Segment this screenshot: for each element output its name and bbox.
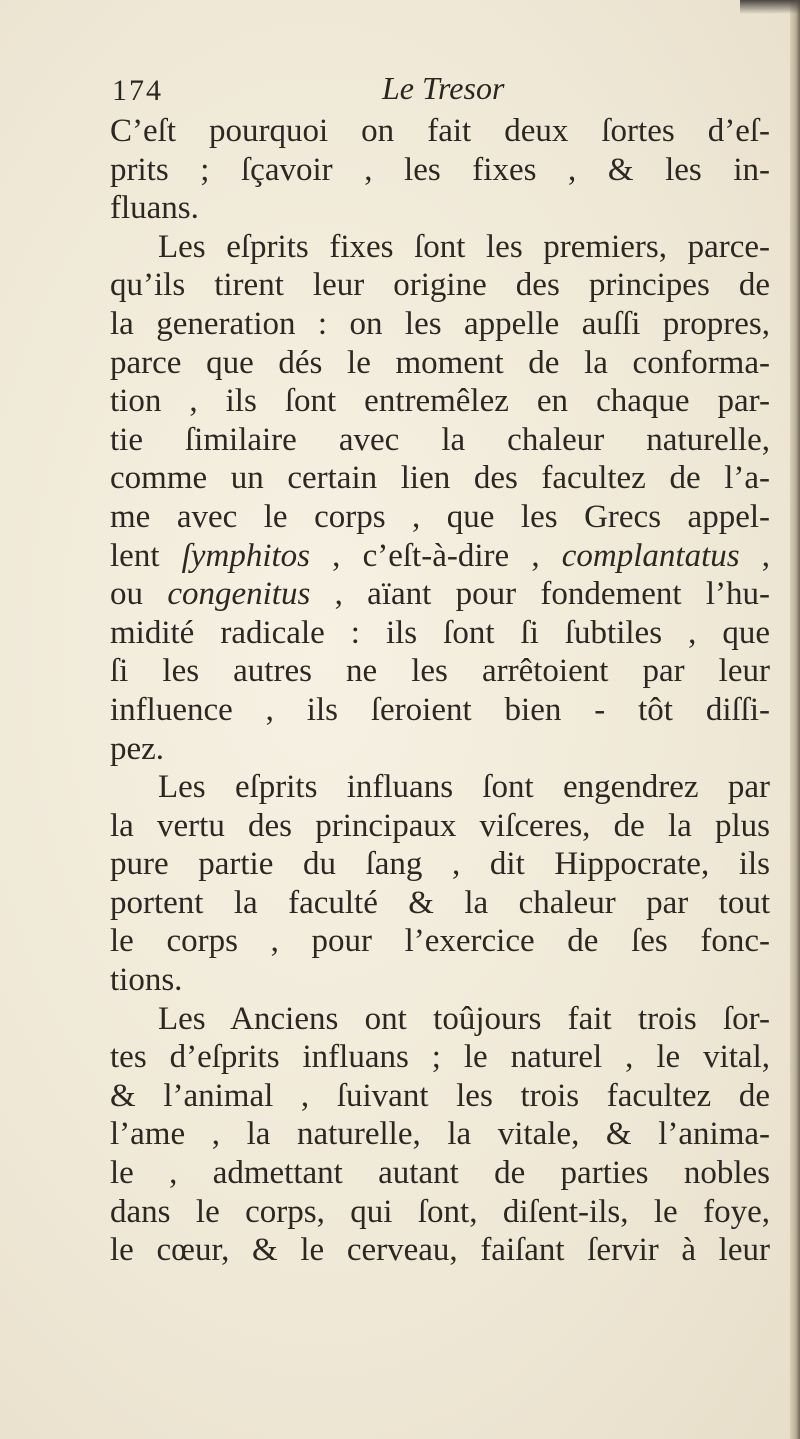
text-line [110, 730, 770, 769]
text-line [110, 189, 770, 228]
text-segment: Les eſprits fixes ſont les premiers, parce- [158, 228, 770, 265]
italic-term: complantatus [561, 537, 740, 574]
text-line [110, 961, 770, 1000]
text-line [110, 1193, 770, 1232]
text-segment: Les eſprits influans ſont engendrez par [158, 769, 770, 806]
text-line [110, 575, 770, 614]
text-segment: Les Anciens ont toûjours fait trois ſor- [158, 1000, 770, 1037]
text-line [110, 151, 770, 190]
text-segment: la vertu des principaux viſceres, de la plus [110, 807, 770, 844]
text-segment: ou [110, 576, 168, 613]
text-line [110, 1077, 770, 1116]
text-line [110, 845, 770, 884]
text-line [110, 228, 770, 267]
italic-term: ſymphitos [181, 537, 310, 574]
text-segment: , aïant pour fondement l’hu- [310, 576, 770, 613]
text-line [110, 382, 770, 421]
text-segment: tie ſimilaire avec la chaleur naturelle, [110, 421, 770, 458]
text-line [110, 614, 770, 653]
text-segment: tion , ils ſont entremêlez en chaque par- [110, 383, 770, 420]
text-line [110, 344, 770, 383]
text-segment: , c’eſt-à-dire , [310, 537, 562, 574]
text-segment: & l’animal , ſuivant les trois facultez de [110, 1077, 770, 1114]
text-segment: portent la faculté & la chaleur par tout [110, 884, 770, 921]
body-text [110, 112, 770, 1270]
text-line [110, 768, 770, 807]
text-line [110, 1000, 770, 1039]
text-line [110, 112, 770, 151]
text-segment: lent [110, 537, 182, 574]
text-segment: qu’ils tirent leur origine des principes de [110, 267, 770, 304]
text-segment: l’ame , la naturelle, la vitale, & l’anima- [110, 1116, 770, 1153]
text-segment: prits ; ſçavoir , les fixes , & les in- [110, 151, 770, 188]
text-segment: C’eſt pourquoi on fait deux ſortes d’eſ- [110, 113, 770, 149]
text-segment: influence , ils ſeroient bien - tôt diſſi- [110, 691, 770, 728]
text-segment: tes d’eſprits influans ; le naturel , le vital, [110, 1039, 770, 1076]
text-segment: pez. [110, 730, 165, 767]
text-line [110, 884, 770, 923]
text-line [110, 305, 770, 344]
text-segment: ſi les autres ne les arrêtoient par leur [110, 653, 770, 690]
text-segment: la generation : on les appelle auſſi propres, [110, 305, 770, 342]
text-line [110, 1115, 770, 1154]
text-line [110, 1154, 770, 1193]
text-segment: tions. [110, 962, 183, 999]
page-number: 174 [112, 74, 163, 107]
text-line [110, 537, 770, 576]
text-line [110, 922, 770, 961]
text-segment: fluans. [110, 190, 199, 227]
text-segment: me avec le corps , que les Grecs appel- [110, 498, 770, 535]
text-line [110, 807, 770, 846]
page-header [112, 70, 692, 110]
text-segment: parce que dés le moment de la conforma- [110, 344, 770, 381]
text-line [110, 266, 770, 305]
text-line [110, 421, 770, 460]
text-line [110, 652, 770, 691]
text-line [110, 1231, 770, 1270]
text-line [110, 498, 770, 537]
text-segment: midité radicale : ils ſont ſi ſubtiles , que [110, 614, 770, 651]
text-segment: comme un certain lien des facultez de l’a- [110, 460, 770, 497]
text-line [110, 691, 770, 730]
page-edge [790, 0, 800, 1439]
running-head: Le Tresor [382, 70, 505, 106]
text-segment: le corps , pour l’exercice de ſes fonc- [110, 923, 770, 960]
text-segment: le , admettant autant de parties nobles [110, 1155, 770, 1192]
text-segment: le cœur, & le cerveau, faiſant ſervir à leur [110, 1232, 770, 1269]
text-segment: , [739, 537, 771, 574]
text-segment: dans le corps, qui ſont, diſent-ils, le foye, [110, 1193, 770, 1230]
text-line [110, 459, 770, 498]
page-corner-shadow [740, 0, 800, 14]
italic-term: congenitus [167, 576, 311, 613]
text-line [110, 1038, 770, 1077]
text-segment: pure partie du ſang , dit Hippocrate, ils [110, 846, 770, 883]
